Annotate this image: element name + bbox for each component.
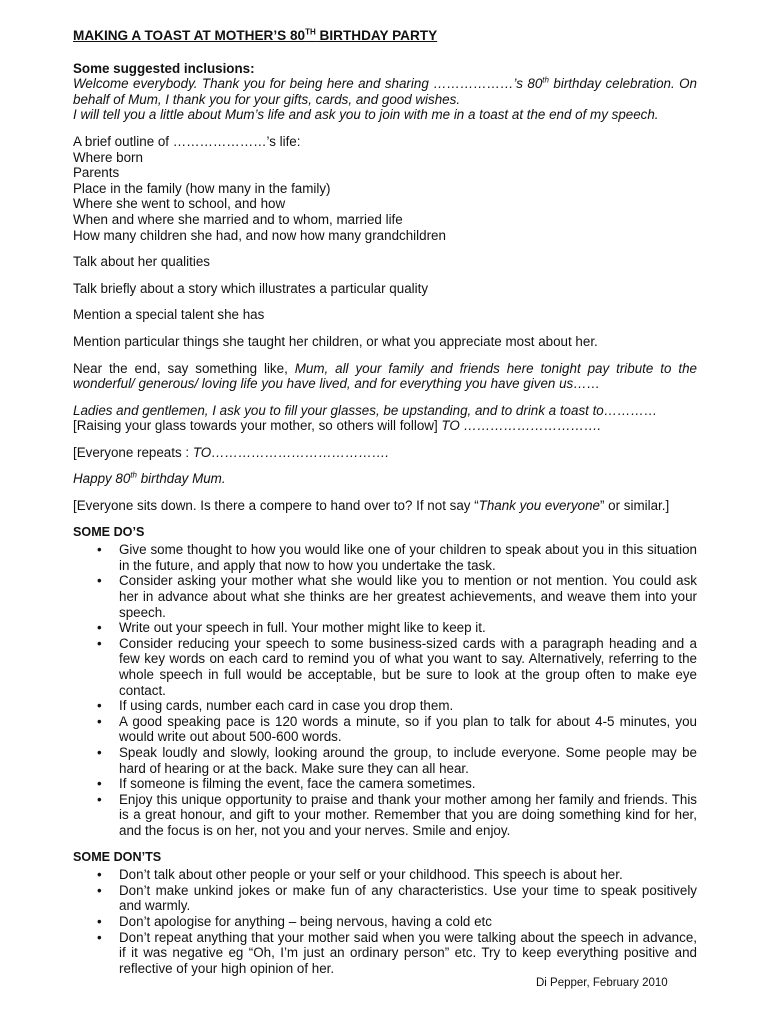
- dos-heading: SOME DO’S: [73, 524, 145, 539]
- outline-list: [73, 150, 697, 244]
- talent-paragraph: Mention a special talent she has: [73, 307, 265, 323]
- near-end-text: Near the end, say something like,: [73, 360, 295, 376]
- list-item: • If someone is filming the event, face the camera sometimes.: [73, 776, 697, 792]
- inclusions-heading: Some suggested inclusions:: [73, 60, 255, 76]
- list-item: • Give some thought to how you would like one of your children to speak about you in this situation in the future, and apply that now to how you undertake the task.: [73, 542, 697, 573]
- happy-text: Happy 80: [73, 471, 131, 487]
- title-text-tail: BIRTHDAY PARTY: [315, 28, 438, 43]
- repeats-paragraph: [73, 445, 697, 461]
- qualities-paragraph: Talk about her qualities: [73, 254, 210, 270]
- taught-paragraph: Mention particular things she taught her children, or what you appreciate most about her.: [73, 333, 598, 349]
- donts-heading: SOME DON’TS: [73, 849, 162, 864]
- page-title: [73, 28, 697, 44]
- raising-quote: TO ………………………….: [437, 418, 602, 434]
- happy-paragraph: [73, 471, 697, 487]
- list-item: Where she went to school, and how: [73, 196, 286, 212]
- list-item: When and where she married and to whom, married life: [73, 211, 403, 227]
- list-item: Parents: [73, 165, 120, 181]
- repeats-text: [Everyone repeats :: [73, 444, 193, 460]
- story-paragraph: Talk briefly about a story which illustrates a particular quality: [73, 280, 429, 296]
- sits-quote: Thank you everyone: [478, 498, 600, 514]
- near-end-paragraph: [73, 361, 697, 392]
- donts-list: [73, 867, 697, 976]
- tell-paragraph: I will tell you a little about Mum’s life and ask you to join with me in a toast at the end of my speech.: [73, 107, 659, 123]
- near-end-quote: Mum, all your family and friends here tonight pay tribute to the wonderful/ generous/ loving life you have lived, and for everything you have given us……: [73, 360, 697, 392]
- happy-superscript: th: [130, 471, 137, 480]
- welcome-text: Welcome everybody. Thank you for being here and sharing ………………’s 80: [73, 76, 543, 92]
- repeats-quote: TO………………………………….: [192, 444, 389, 460]
- list-item: • Don’t apologise for anything – being nervous, having a cold etc: [73, 914, 697, 930]
- list-item: • Consider asking your mother what she would like you to mention or not mention. You could ask her in advance about what she thinks are her greatest achievements, and weave them into your speech.: [73, 573, 697, 620]
- welcome-superscript: th: [542, 75, 549, 85]
- inclusions-section: [73, 61, 697, 123]
- list-item: • Don’t make unkind jokes or make fun of any characteristics. Use your time to speak positively and warmly.: [73, 883, 697, 914]
- title-superscript: TH: [305, 27, 316, 37]
- list-item: • Speak loudly and slowly, looking around the group, to include everyone. Some people may be hard of hearing or at the back. Make sure they can all hear.: [73, 745, 697, 776]
- list-item: • Don’t talk about other people or your self or your childhood. This speech is about her.: [73, 867, 697, 883]
- ladies-paragraph: Ladies and gentlemen, I ask you to fill your glasses, be upstanding, and to drink a toast to…………: [73, 402, 658, 418]
- list-item: • Don’t repeat anything that your mother said when you were talking about the speech in advance, if it was negative eg “Oh, I’m just an ordinary person” etc. Try to keep everything positive and reflective of your high opinion of her.: [73, 930, 697, 977]
- dos-list: [73, 542, 697, 838]
- welcome-paragraph: [73, 76, 697, 107]
- sits-text-tail: ” or similar.]: [600, 498, 670, 514]
- outline-section: [73, 134, 697, 243]
- happy-text-tail: birthday Mum.: [137, 471, 226, 487]
- title-text: MAKING A TOAST AT MOTHER’S 80: [73, 28, 306, 43]
- list-item: • A good speaking pace is 120 words a minute, so if you plan to talk for about 4-5 minutes, you would write out about 500-600 words.: [73, 714, 697, 745]
- sits-paragraph: [73, 498, 697, 514]
- welcome-text-tail: birthday celebration. On behalf of Mum, I thank you for your gifts, cards, and good wishes.: [73, 76, 697, 107]
- author-credit: Di Pepper, February 2010: [536, 977, 668, 989]
- raising-paragraph: [73, 418, 697, 434]
- list-item: • Consider reducing your speech to some business-sized cards with a paragraph heading and a few key words on each card to remind you of what you want to say. Alternatively, referring to the whole speech in full would be acceptable, but be sure to look at the group often to make eye contact.: [73, 636, 697, 698]
- document-page: [73, 28, 697, 976]
- list-item: Place in the family (how many in the family): [73, 180, 331, 196]
- sits-text: [Everyone sits down. Is there a compere to hand over to? If not say “: [73, 498, 479, 514]
- list-item: Where born: [73, 149, 143, 165]
- list-item: • Enjoy this unique opportunity to praise and thank your mother among her family and friends. This is a great honour, and gift to your mother. Remember that you are doing something kind for her, and the focus is on her, not you and your nerves. Smile and enjoy.: [73, 792, 697, 839]
- list-item: • Write out your speech in full. Your mother might like to keep it.: [73, 620, 697, 636]
- list-item: How many children she had, and now how many grandchildren: [73, 227, 446, 243]
- outline-heading: A brief outline of …………………’s life:: [73, 133, 301, 149]
- list-item: • If using cards, number each card in case you drop them.: [73, 698, 697, 714]
- raising-text: [Raising your glass towards your mother, so others will follow]: [73, 418, 438, 434]
